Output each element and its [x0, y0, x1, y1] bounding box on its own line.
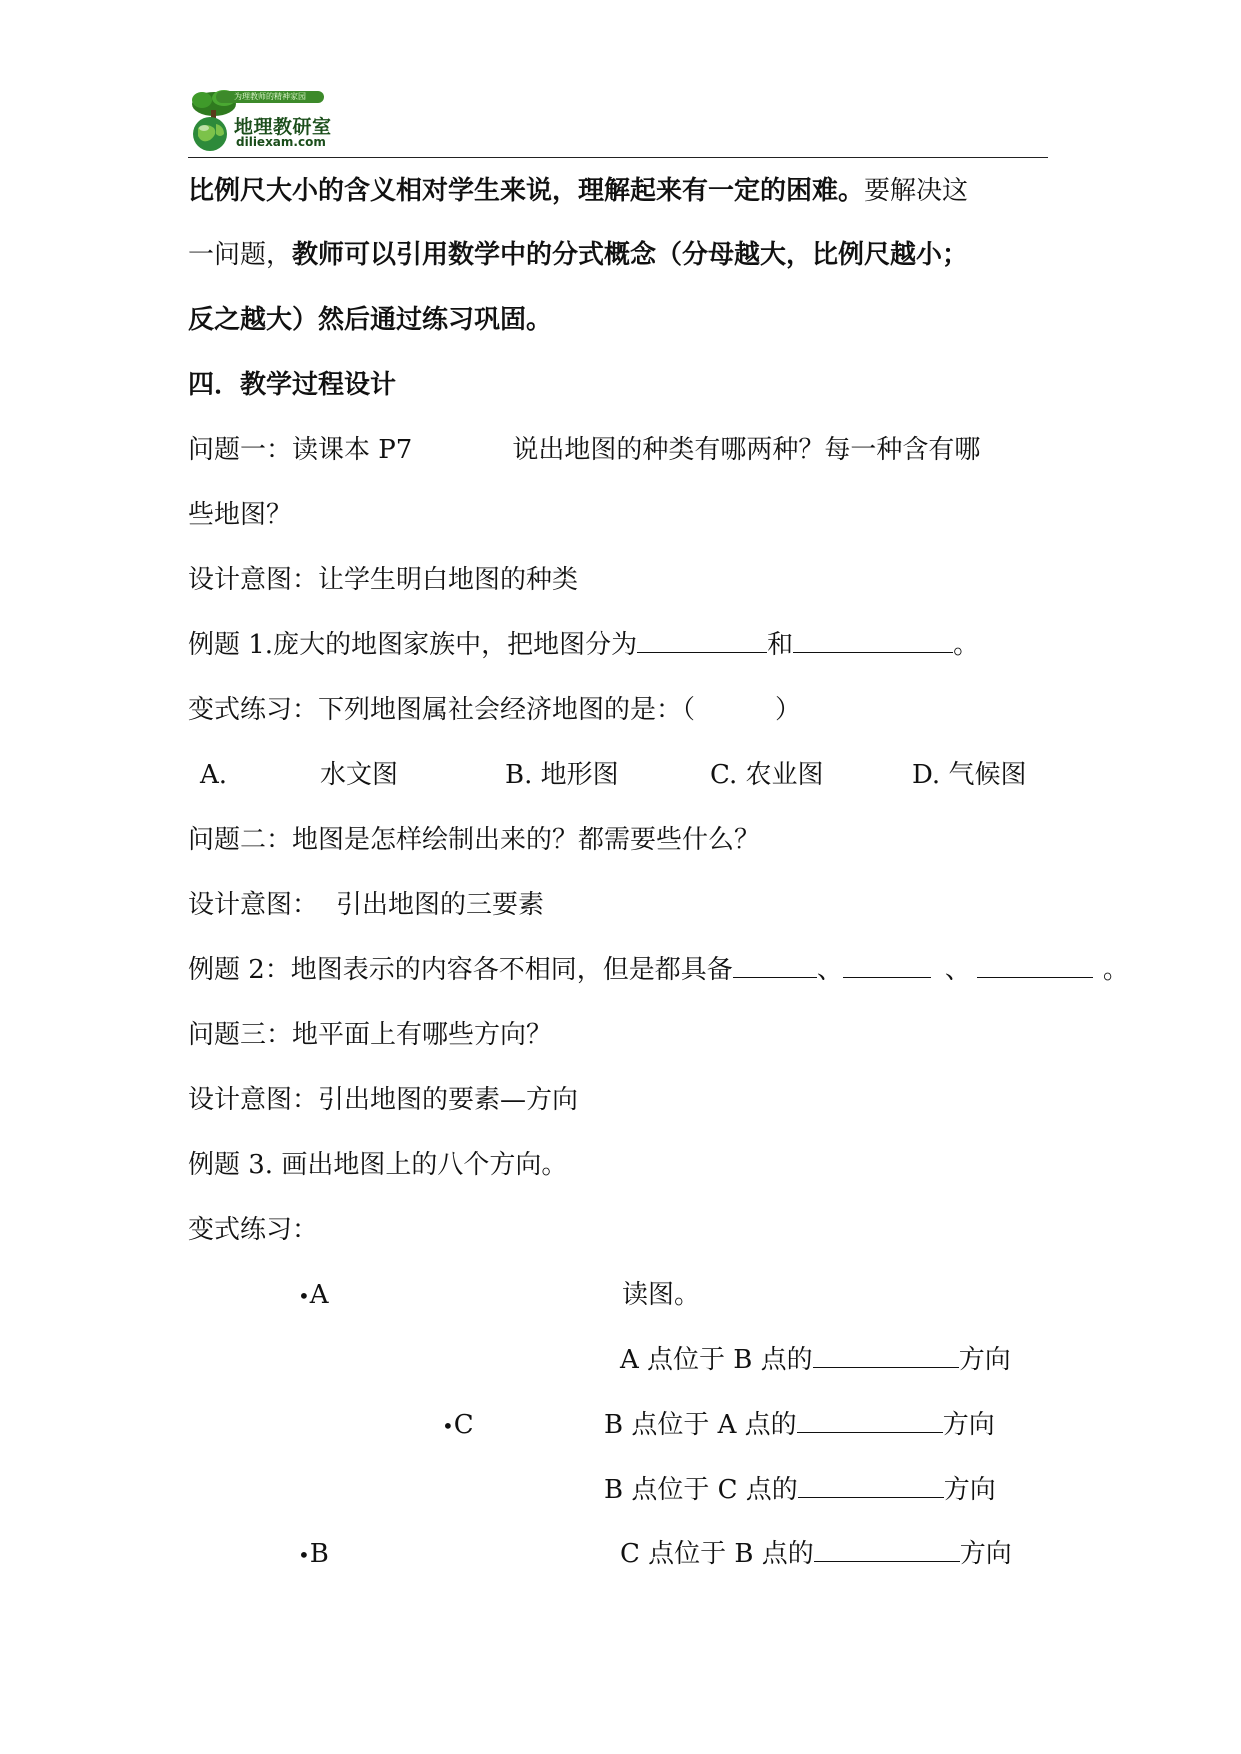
- q3-design-intent: 设计意图：引出地图的要素—方向: [188, 1085, 579, 1115]
- option-b: B. 地形图: [505, 760, 619, 790]
- example-2-sep-1: 、: [816, 955, 843, 985]
- header-divider: [188, 157, 1048, 158]
- logo-site: diliexam.com: [236, 135, 326, 149]
- statement-prefix: C 点位于 B 点的: [620, 1539, 814, 1569]
- blank-field[interactable]: [793, 628, 953, 653]
- point-c-label: C: [453, 1410, 474, 1440]
- example-3: 例题 3. 画出地图上的八个方向。: [188, 1150, 568, 1180]
- read-map: 读图。: [622, 1280, 701, 1310]
- section-heading: 四．教学过程设计: [188, 370, 397, 400]
- blank-field[interactable]: [797, 1408, 943, 1433]
- q1-practice: [188, 693, 801, 727]
- point-a: [298, 1278, 329, 1313]
- statement-prefix: B 点位于 C 点的: [604, 1475, 798, 1505]
- blank-field[interactable]: [843, 953, 931, 978]
- q3-question: 问题三：地平面上有哪些方向？: [188, 1020, 553, 1050]
- q1-suffix: 说出地图的种类有哪两种？每一种含有哪: [512, 435, 981, 465]
- intro-line-3: 反之越大）然后通过练习巩固。: [188, 305, 553, 335]
- option-c: C. 农业图: [710, 760, 824, 790]
- point-c-dot: •: [442, 1414, 454, 1438]
- blank-field[interactable]: [733, 953, 817, 978]
- direction-statement: [620, 1537, 1012, 1571]
- q1-practice-close: ）: [775, 695, 802, 725]
- intro-line-1-normal: 要解决这: [864, 176, 969, 206]
- example-2-text: 例题 2：地图表示的内容各不相同，但是都具备: [188, 955, 733, 985]
- intro-line-2-bold: 教师可以引用数学中的分式概念（分母越大，比例尺越小；: [292, 240, 969, 270]
- q3-practice: 变式练习：: [188, 1215, 319, 1245]
- q1-practice-text: 变式练习：下列地图属社会经济地图的是：（: [188, 695, 696, 725]
- q2-question: 问题二：地图是怎样绘制出来的？都需要些什么？: [188, 825, 761, 855]
- option-a-text: 水文图: [320, 760, 399, 790]
- point-b: [298, 1537, 329, 1572]
- example-2-end: 。: [1102, 955, 1129, 985]
- example-1: [188, 628, 979, 662]
- intro-line-2: [188, 238, 968, 272]
- point-a-dot: •: [298, 1284, 310, 1308]
- point-b-label: B: [309, 1539, 329, 1569]
- q1-line: [188, 433, 980, 467]
- example-2-sep-2: 、: [944, 955, 971, 985]
- statement-suffix: 方向: [943, 1475, 996, 1505]
- statement-suffix: 方向: [942, 1410, 995, 1440]
- q1-prefix: 问题一：读课本 P7: [188, 435, 413, 465]
- logo-name: 地理教研室: [234, 116, 332, 138]
- statement-prefix: A 点位于 B 点的: [620, 1345, 813, 1375]
- q1-continuation: 些地图？: [188, 500, 293, 530]
- option-d: D. 气候图: [912, 760, 1027, 790]
- intro-line-1: [188, 174, 968, 208]
- statement-suffix: 方向: [959, 1539, 1012, 1569]
- direction-statement: [604, 1408, 995, 1442]
- point-a-label: A: [309, 1280, 329, 1310]
- blank-field[interactable]: [637, 628, 767, 653]
- point-c: [442, 1408, 474, 1443]
- q2-intent-text: 引出地图的三要素: [336, 890, 545, 920]
- logo-banner: 为理教师的精神家园: [216, 91, 324, 103]
- statement-prefix: B 点位于 A 点的: [604, 1410, 797, 1440]
- direction-statement: [620, 1343, 1011, 1377]
- statement-suffix: 方向: [958, 1345, 1011, 1375]
- blank-field[interactable]: [798, 1473, 944, 1498]
- blank-field[interactable]: [813, 1343, 959, 1368]
- direction-statement: [604, 1473, 996, 1507]
- example-1-text: 例题 1.庞大的地图家族中，把地图分为: [188, 630, 638, 660]
- page-header: [188, 84, 1058, 156]
- option-a-label: A.: [200, 760, 228, 790]
- example-1-end: 。: [953, 630, 980, 660]
- example-2: [188, 953, 1129, 987]
- point-b-dot: •: [298, 1543, 310, 1567]
- blank-field[interactable]: [814, 1537, 960, 1562]
- intro-line-1-bold: 比例尺大小的含义相对学生来说，理解起来有一定的困难。: [188, 176, 865, 206]
- logo: [188, 88, 348, 154]
- q2-design-intent: [188, 888, 544, 922]
- q1-design-intent: 设计意图：让学生明白地图的种类: [188, 565, 579, 595]
- blank-field[interactable]: [977, 953, 1093, 978]
- intro-line-2-normal: 一问题，: [188, 240, 293, 270]
- q2-intent-label: 设计意图：: [188, 890, 319, 920]
- example-1-and: 和: [767, 630, 794, 660]
